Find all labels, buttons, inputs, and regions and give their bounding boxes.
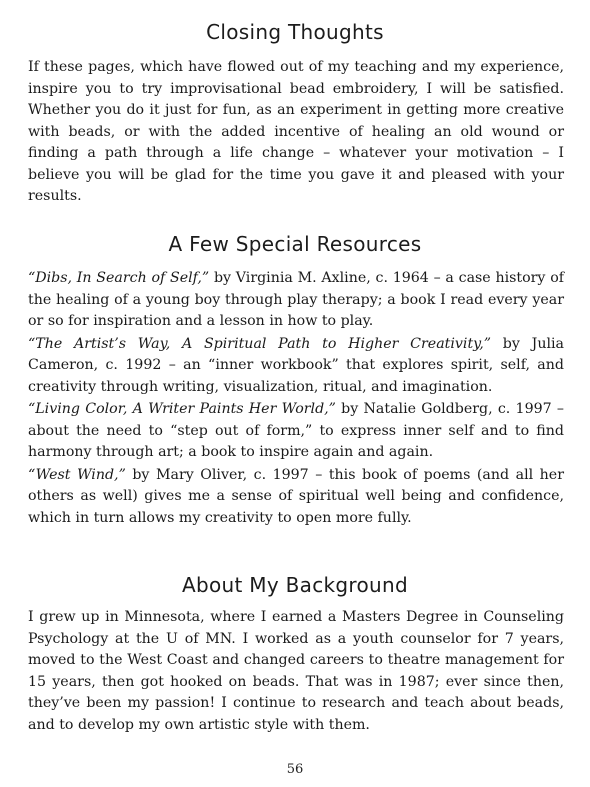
resource-item [28,465,564,530]
page-number: 56 [286,762,304,777]
background-heading: About My Background [182,573,408,597]
resource-description: by Virginia M. Axline, c. 1964 – a case history of the healing of a young boy through play therapy; a book I read every year or so for inspiration and a lesson in how to play. [28,270,564,329]
resource-title: “West Wind,” [28,466,126,483]
resource-description: by Natalie Goldberg, c. 1997 – about the need to “step out of form,” to express inner self and to find harmony through art; a book to inspire again and again. [28,401,564,460]
closing-thoughts-heading: Closing Thoughts [206,20,384,44]
resource-title: “The Artist’s Way, A Spiritual Path to Higher Creativity,” [28,335,492,352]
resources-list [28,268,564,530]
background-paragraph: I grew up in Minnesota, where I earned a Masters Degree in Counseling Psychology at the U of MN. I worked as a youth counselor for 7 years, moved to the West Coast and changed careers to theatre management for 15 years, then got hooked on beads. That was in 1987; ever since then, they’ve been my passion! I continue to research and teach about beads, and to develop my own artistic style with them. [28,609,564,733]
resource-title: “Dibs, In Search of Self,” [28,270,210,286]
resources-heading: A Few Special Resources [168,232,422,256]
resource-description: by Julia Cameron, c. 1992 – an “inner workbook” that explores spirit, self, and creativity through writing, visualization, ritual, and imagination. [28,335,564,395]
resource-title: “Living Color, A Writer Paints Her World,” [28,401,336,417]
closing-thoughts-paragraph: If these pages, which have flowed out of my teaching and my experience, inspire you to try improvisational bead embroidery, I will be satisfied. Whether you do it just for fun, as an experiment in getting more creative with beads, or with the added incentive of healing an old wound or finding a path through a life change – whatever your motivation – I believe you will be glad for the time you gave it and pleased with your results. [28,59,564,204]
resource-item [28,268,564,333]
resource-item [28,334,564,399]
resource-description: by Mary Oliver, c. 1997 – this book of poems (and all her others as well) gives me a sense of spiritual well being and confidence, which in turn allows my creativity to open more fully. [28,466,564,526]
resource-item [28,399,564,464]
